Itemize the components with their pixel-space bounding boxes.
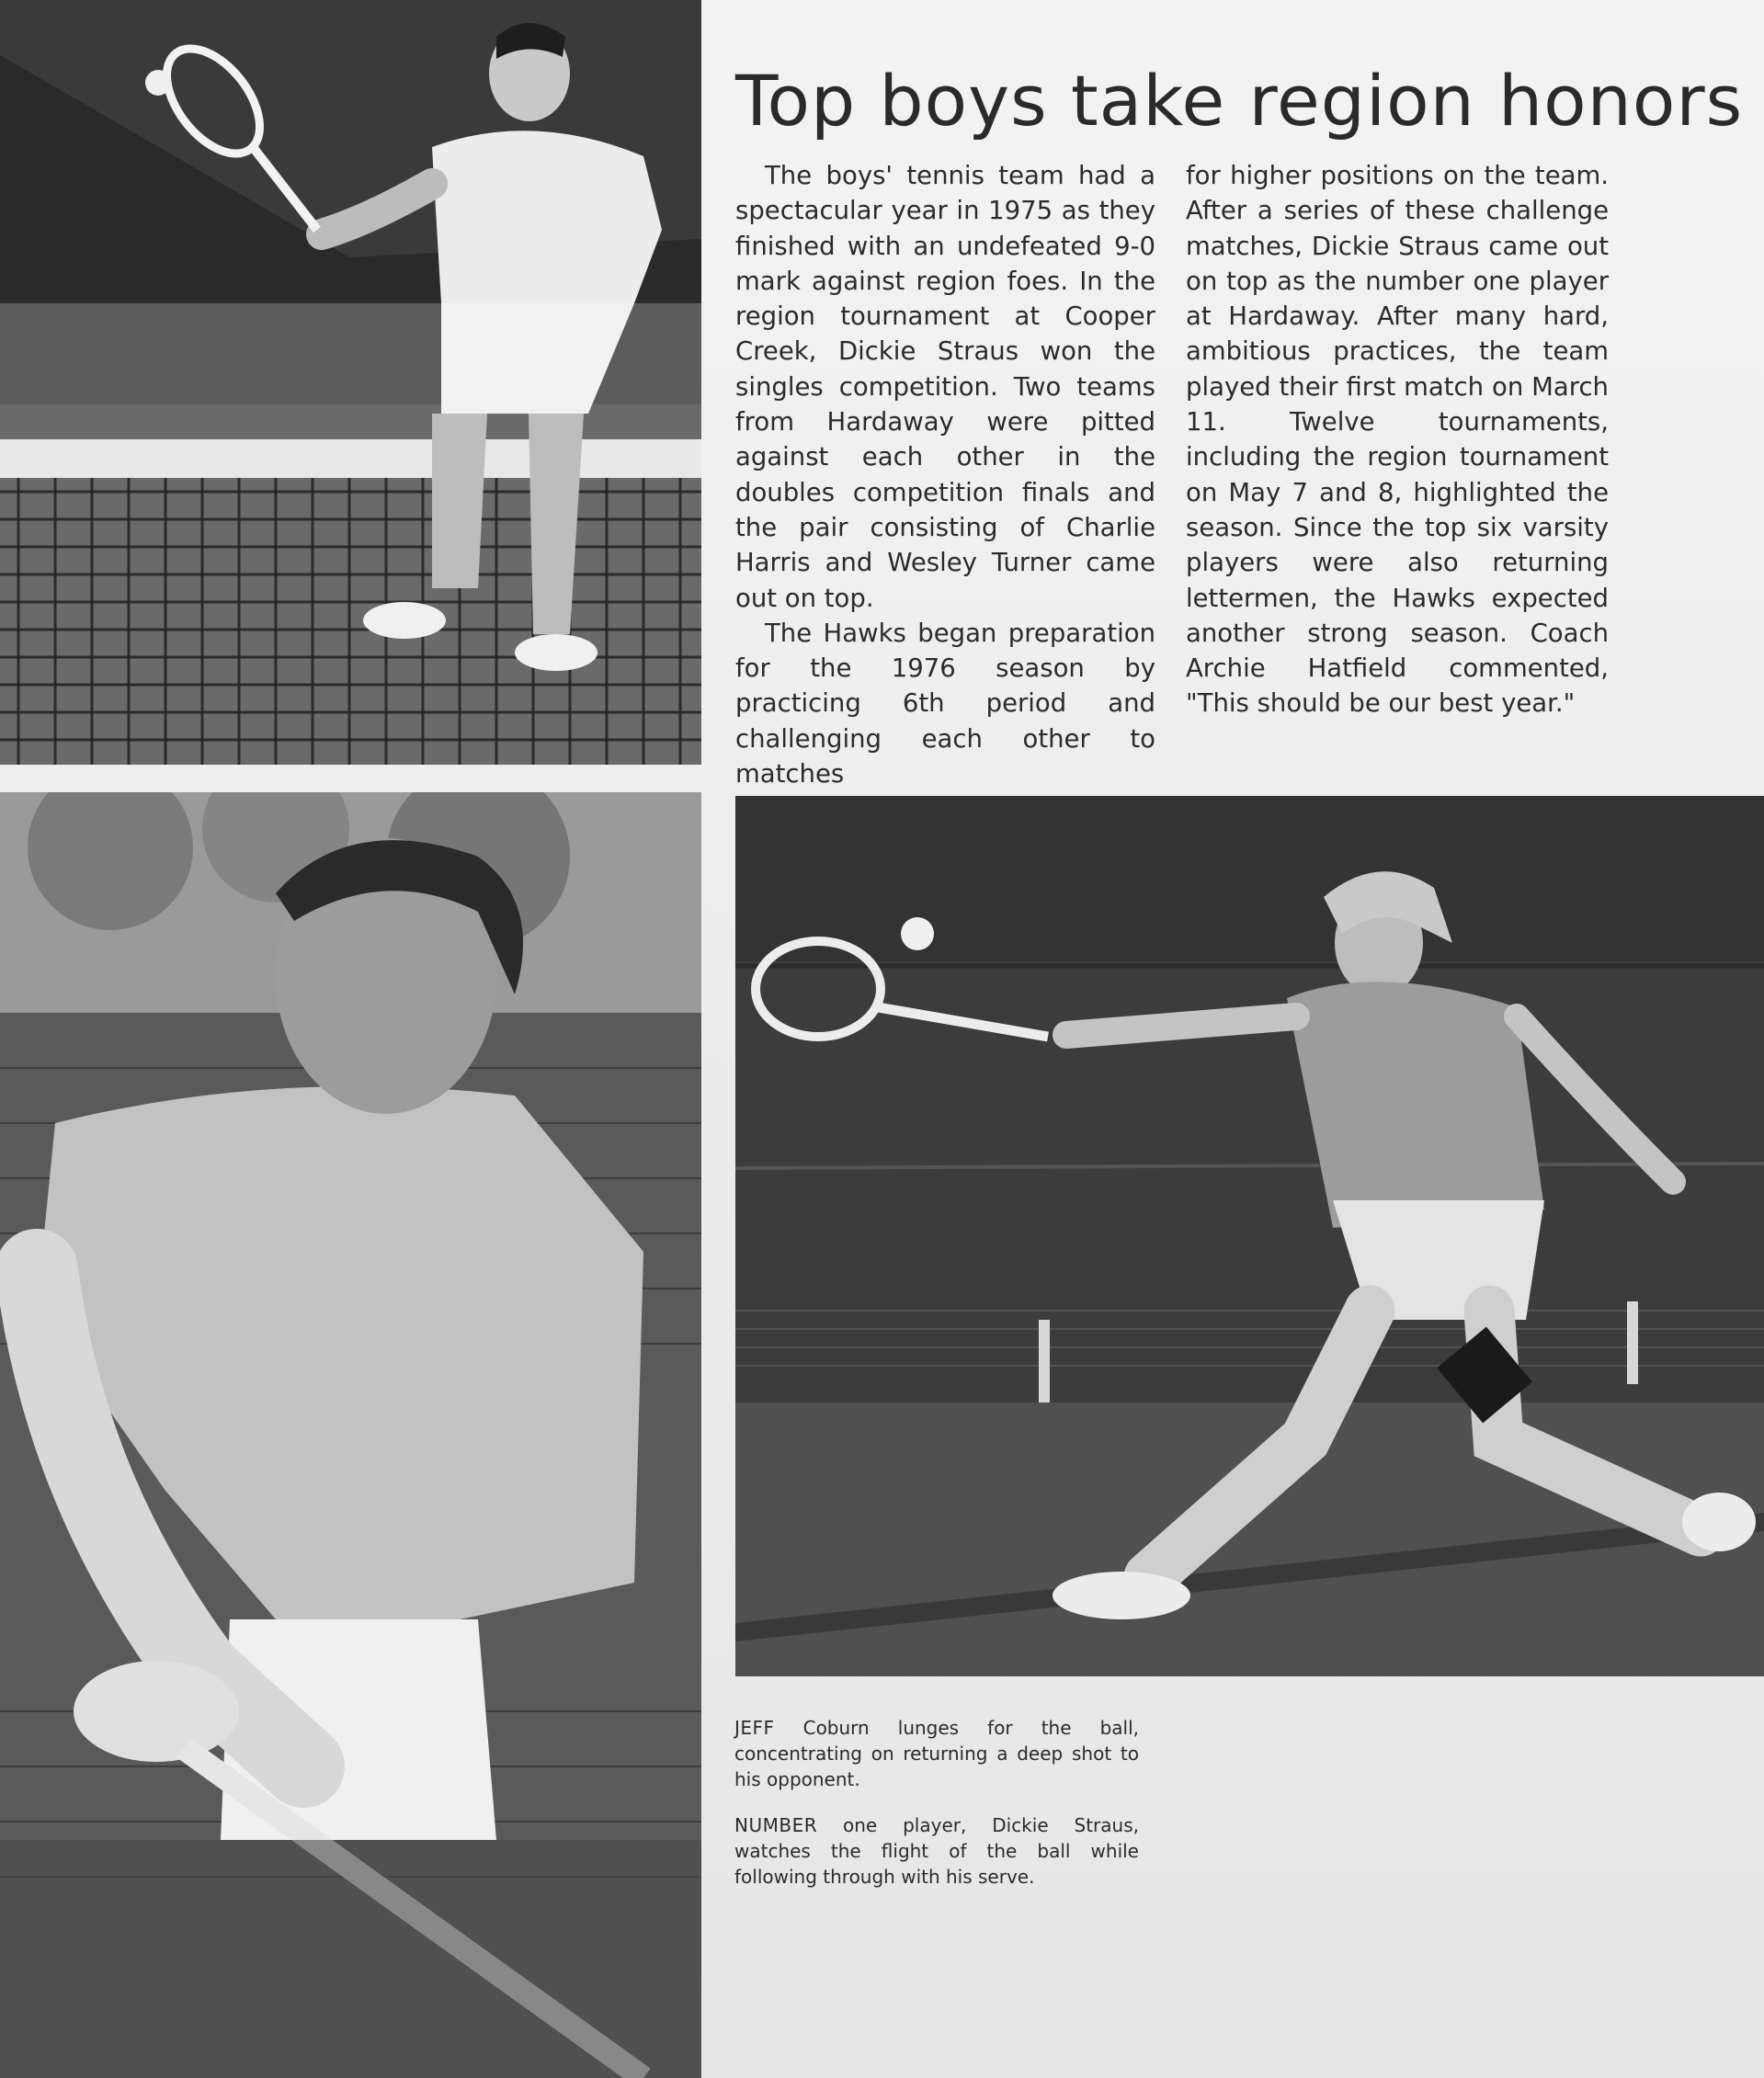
photo-player-closeup [0,792,701,2078]
article-paragraph: The boys' tennis team had a spectacular year in 1975 as they finished with an undefeated 9-0 mark against region foes. In the region tournament at Cooper Creek, Dickie Straus won the singles competition. Two teams from Hardaway were pitted against each other in the doubles competition finals and the pair consisting of Charlie Harris and Wesley Turner came out on top. [735,161,1155,613]
caption-lead: JEFF [734,1717,775,1739]
caption-text: Coburn lunges for the ball, concentrating on returning a deep shot to his opponent. [734,1717,1139,1790]
article-column-2 [1186,158,1609,721]
photo-player-lunging [735,796,1764,1676]
caption-text: one player, Dickie Straus, watches the flight of the ball while following through with his serve. [734,1814,1139,1888]
caption-jeff-coburn [734,1715,1139,1792]
article-paragraph: for higher positions on the team. After a series of these challenge matches, Dickie Straus came out on top as the number one player at Hardaway. After many hard, ambitious practices, the team played their first match on March 11. Twelve tournaments, including the region tournament on May 7 and 8, highlighted the season. Since the top six varsity players were also returning lettermen, the Hawks expected another strong season. Coach Archie Hatfield commented, "This should be our best year." [1186,161,1609,719]
caption-dickie-straus [734,1812,1139,1890]
article-column-1 [735,158,1155,791]
photo-captions [734,1715,1139,1910]
photo-player-serving [0,0,701,765]
headline: Top boys take region honors [735,60,1744,142]
article-paragraph: The Hawks began preparation for the 1976 season by practicing 6th period and challenging each other to matches [735,618,1155,789]
caption-lead: NUMBER [734,1814,818,1836]
